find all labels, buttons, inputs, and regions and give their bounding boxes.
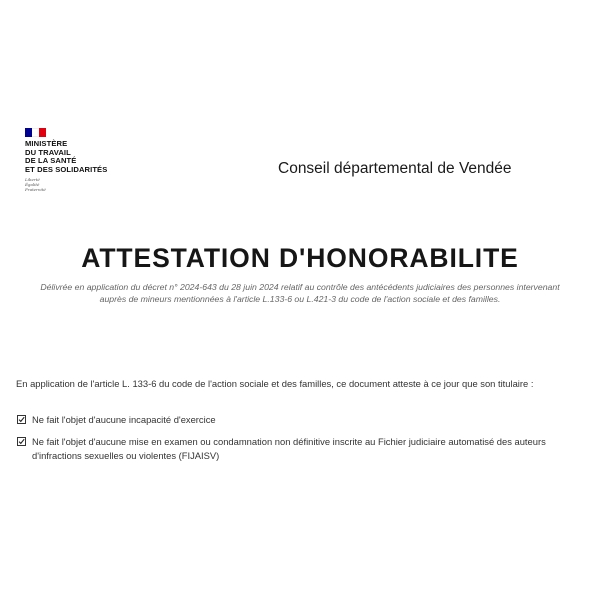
intro-paragraph: En application de l'article L. 133-6 du code de l'action sociale et des familles, ce document atteste à ce jour que son titulaire : — [16, 378, 534, 389]
checklist-item-incapacity — [17, 413, 577, 427]
motto-fraternite: Fraternité — [25, 187, 46, 193]
motto-egalite: Égalité — [25, 182, 40, 188]
checklist-item-text: Ne fait l'objet d'aucune mise en examen ou condamnation non définitive inscrite au Fichier judiciaire automatisé des auteurs d'infractions sexuelles ou violentes (FIJAISV) — [32, 436, 546, 461]
republic-motto — [25, 177, 135, 192]
motto-liberte: Liberté — [25, 177, 40, 183]
checklist-item-text: Ne fait l'objet d'aucune incapacité d'exercice — [32, 414, 216, 425]
ministry-name-line-4: ET DES SOLIDARITÉS — [25, 164, 108, 174]
ministry-name-line-1: MINISTÈRE — [25, 139, 68, 148]
checkbox-checked-icon — [17, 437, 26, 446]
ministry-name-line-2: DU TRAVAIL — [25, 147, 71, 157]
ministry-logo — [25, 128, 135, 192]
checklist-item-fijaisv — [17, 435, 577, 463]
department-name: Conseil départemental de Vendée — [278, 160, 512, 177]
document-title: ATTESTATION D'HONORABILITE — [81, 243, 519, 273]
document-subtitle: Délivrée en application du décret n° 2024-643 du 28 juin 2024 relatif au contrôle des antécédents judiciaires des personnes intervenant auprès de mineurs mentionnées à l'article L.133-6 ou L.421-3 du code de l'action sociale et des familles. — [40, 282, 560, 305]
checkbox-checked-icon — [17, 415, 26, 424]
french-flag-icon — [25, 128, 46, 137]
ministry-name-line-3: DE LA SANTÉ — [25, 156, 77, 166]
